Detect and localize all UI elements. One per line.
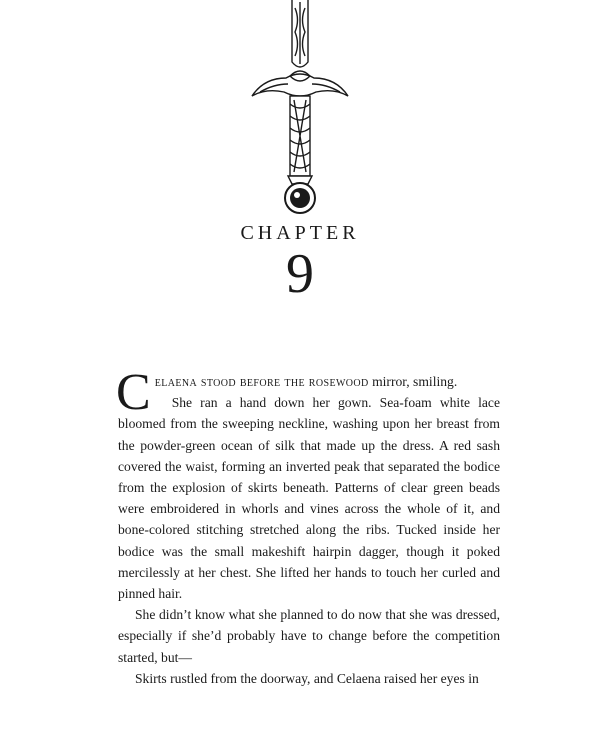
paragraph: She didn’t know what she planned to do now that she was dressed, especially if she’d probably have to change before the competition started, but— bbox=[118, 607, 500, 665]
chapter-number: 9 bbox=[286, 243, 314, 305]
sword-icon bbox=[250, 0, 350, 225]
opening-smallcaps: elaena stood before the rosewood bbox=[154, 374, 369, 389]
opening-rest: mirror, smiling. bbox=[368, 374, 458, 389]
drop-cap: C bbox=[116, 364, 151, 421]
opening-paragraph bbox=[116, 364, 500, 421]
paragraph: Skirts rustled from the doorway, and Celaena raised her eyes in bbox=[135, 670, 479, 686]
chapter-label: CHAPTER bbox=[240, 222, 360, 244]
paragraph: She ran a hand down her gown. Sea-foam white lace bloomed from the sweeping neckline, washing upon her breast from the powder-green ocean of silk that made up the dress. A red sash covered the waist, forming an inverted peak that separated the bodice from the explosion of skirts beneath. Patterns of clear green beads were embroidered in whorls and vines across the whole of it, and bone-colored stitching stretched along the ribs. Tucked inside her bodice was the small makeshift hairpin dagger, though it poked mercilessly at her chest. She lifted her hands to touch her curled and pinned hair. bbox=[118, 395, 500, 602]
chapter-body bbox=[116, 364, 500, 689]
